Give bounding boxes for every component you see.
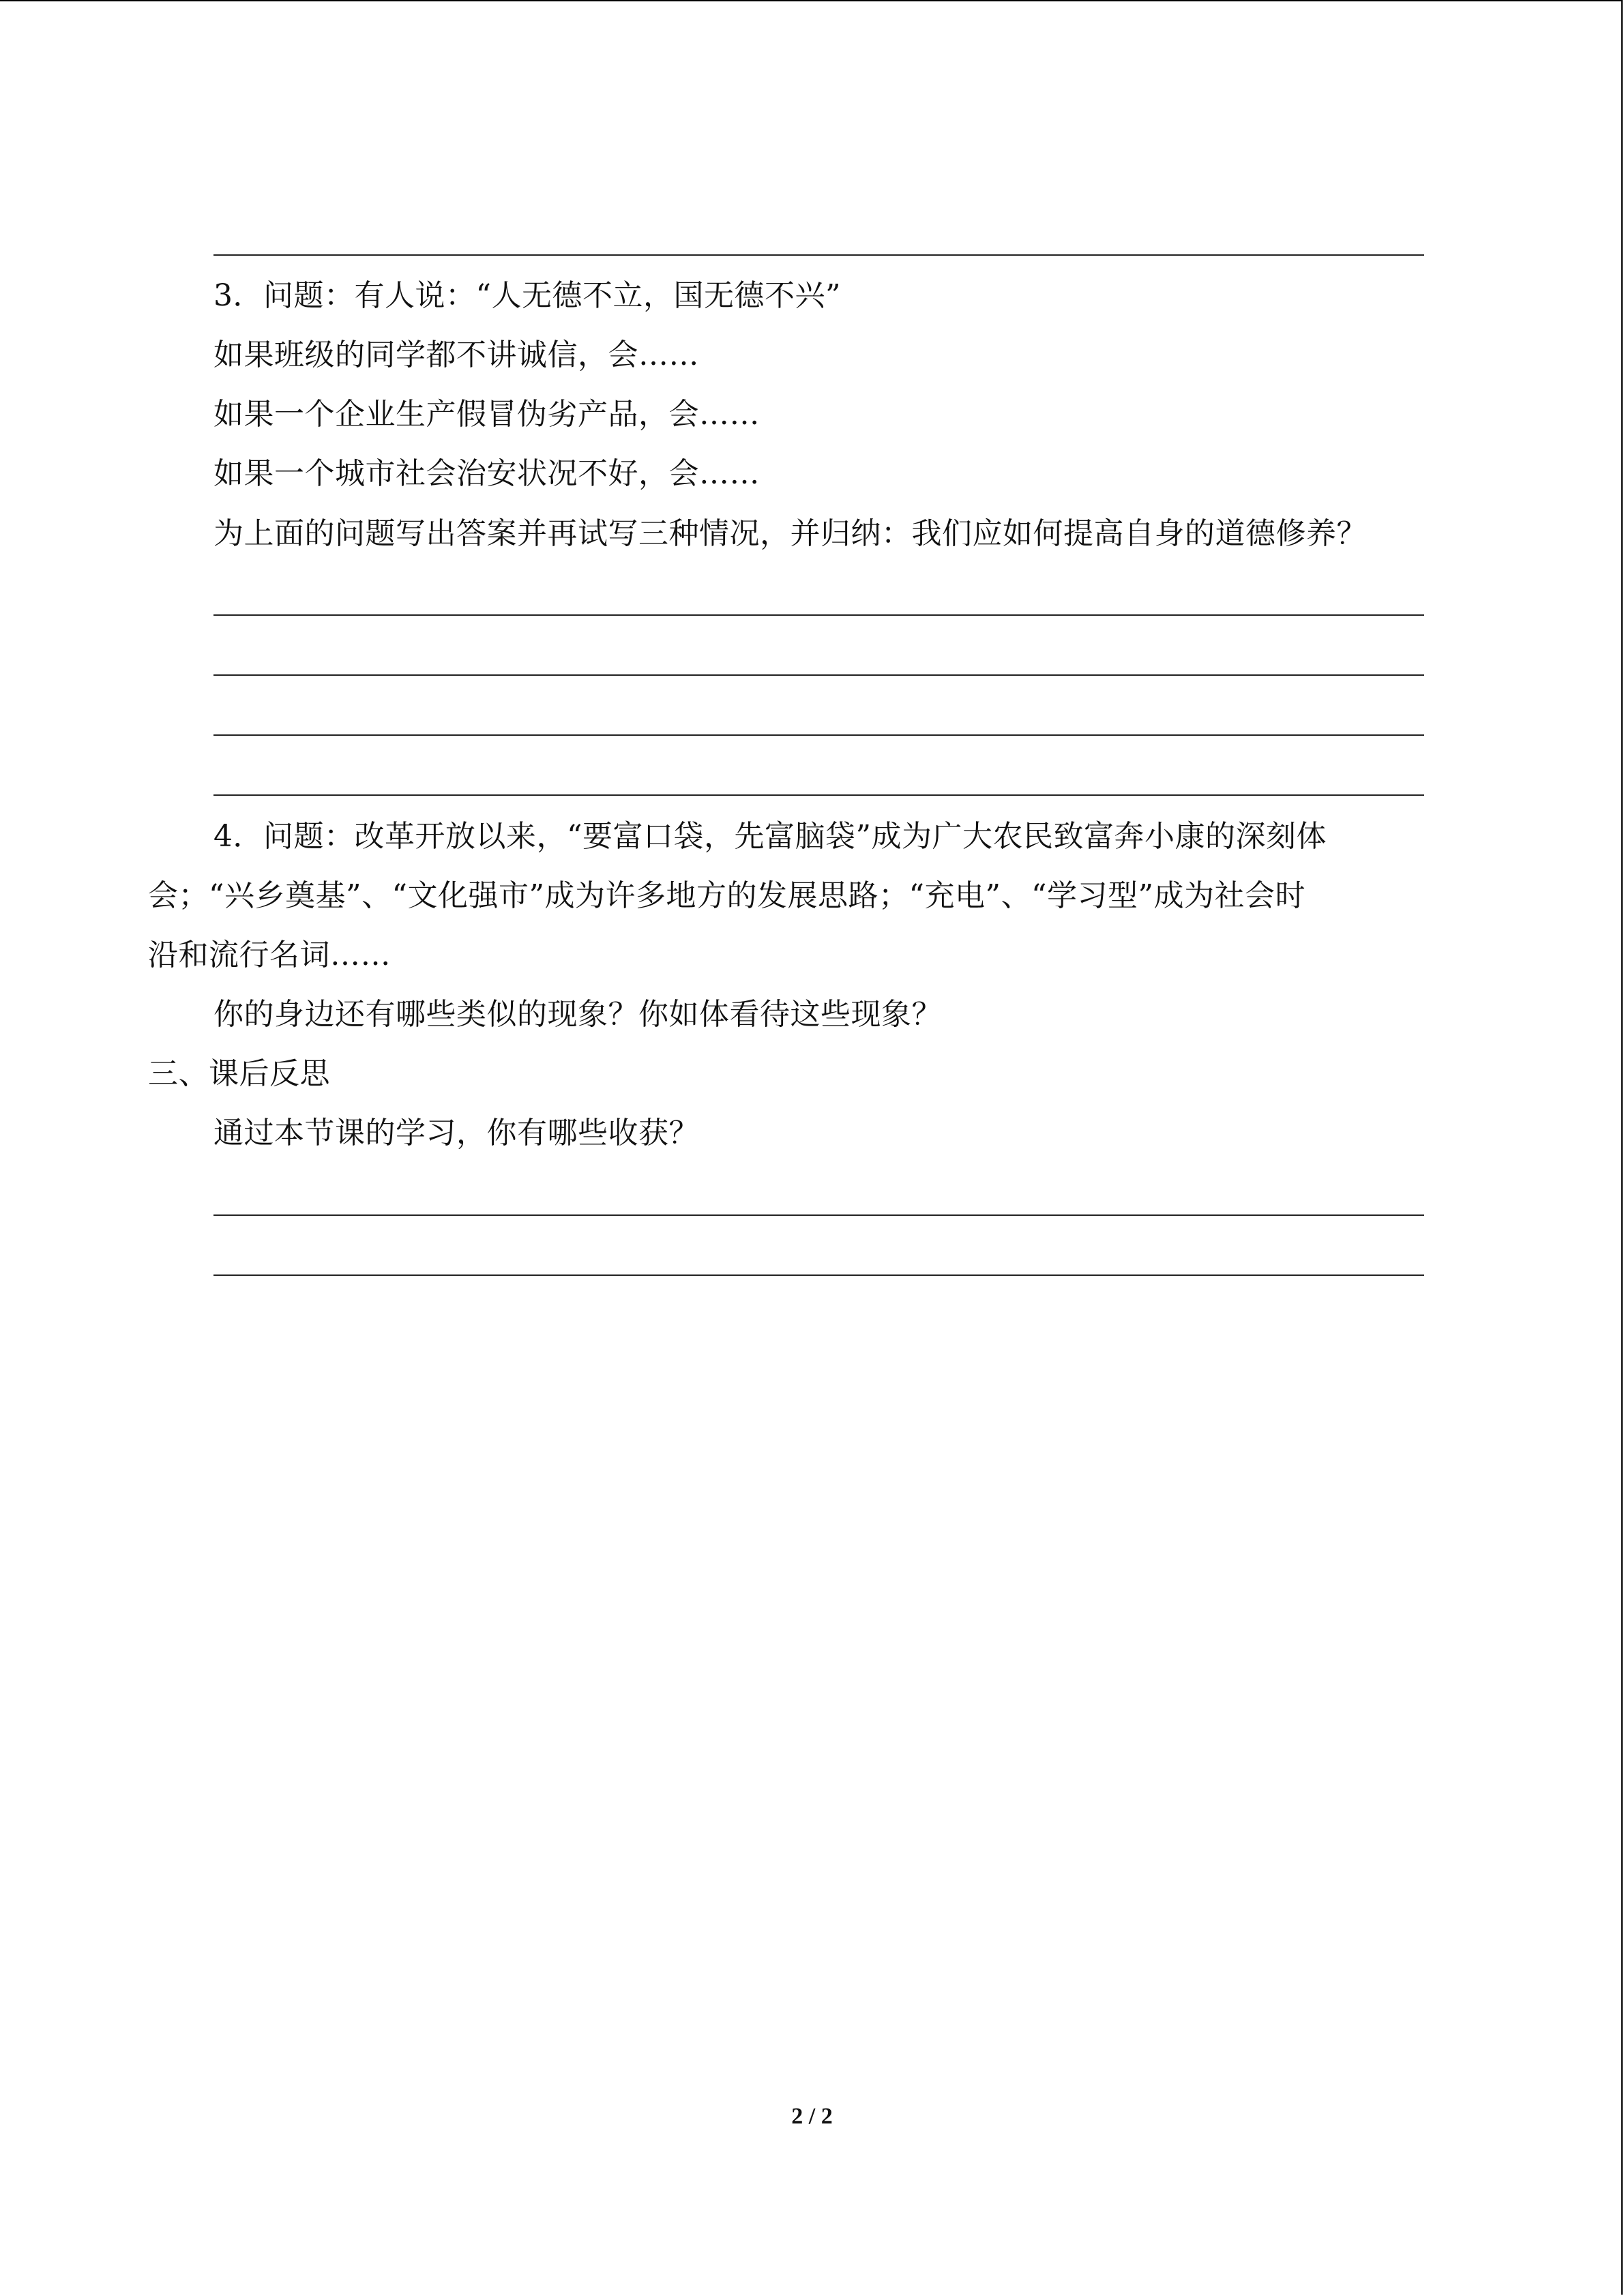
answer-line[interactable] [213, 674, 1424, 676]
section-heading-reflection: 三、课后反思 [148, 1056, 330, 1091]
page-number: 2 / 2 [791, 2104, 833, 2129]
question-3-case-1: 如果班级的同学都不讲诚信，会…… [213, 338, 699, 372]
question-4-text-line-1: 4．问题：改革开放以来，“要富口袋，先富脑袋”成为广大农民致富奔小康的深刻体 [213, 819, 1327, 854]
answer-line[interactable] [213, 1274, 1424, 1276]
question-3-prompt: 为上面的问题写出答案并再试写三种情况，并归纳：我们应如何提高自身的道德修养？ [213, 516, 1367, 551]
answer-line[interactable] [213, 254, 1424, 256]
answer-line[interactable] [213, 794, 1424, 796]
question-4-text-line-3: 沿和流行名词…… [148, 938, 391, 972]
reflection-prompt: 通过本节课的学习，你有哪些收获？ [213, 1116, 699, 1150]
question-3-title: 3．问题：有人说：“人无德不立，国无德不兴” [213, 278, 841, 313]
answer-line[interactable] [213, 1214, 1424, 1216]
question-3-case-3: 如果一个城市社会治安状况不好，会…… [213, 456, 760, 491]
question-4-text-line-2: 会；“兴乡奠基”、“文化强市”成为许多地方的发展思路；“充电”、“学习型”成为社会时 [148, 878, 1305, 913]
question-4-prompt: 你的身边还有哪些类似的现象？你如体看待这些现象？ [213, 997, 942, 1032]
answer-line[interactable] [213, 614, 1424, 616]
answer-line[interactable] [213, 734, 1424, 736]
question-3-case-2: 如果一个企业生产假冒伪劣产品，会…… [213, 397, 760, 432]
